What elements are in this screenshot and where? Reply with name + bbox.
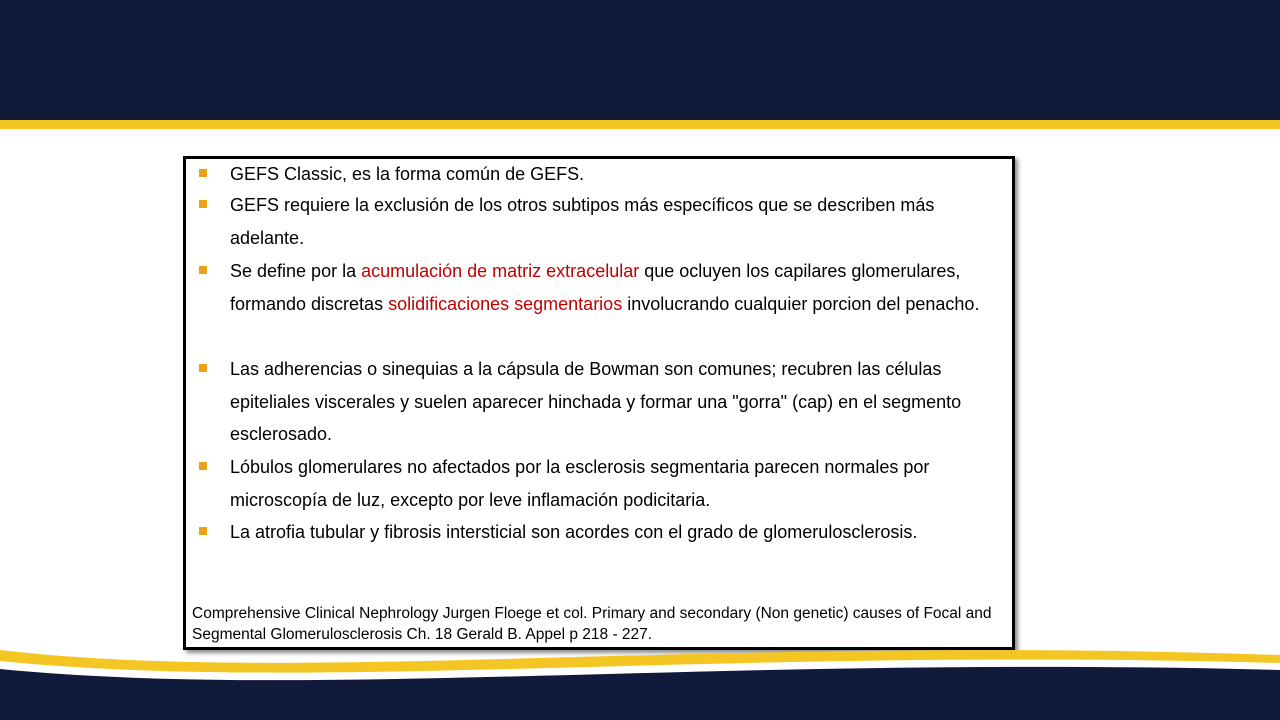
square-bullet-icon [199,527,207,535]
bullet-item [186,451,1012,516]
square-bullet-icon [199,364,207,372]
bullet-text-pre: Se define por la [230,261,362,281]
header-band [0,0,1280,120]
footer-wave [0,645,1280,720]
content-box [183,156,1015,650]
highlight-text: solidificaciones segmentarios [388,293,623,314]
bullet-text: La atrofia tubular y fibrosis intersticial son acordes con el grado de glomerulosclerosis. [230,522,918,542]
highlight-text: acumulación de matriz extracelular [361,261,640,281]
bullet-item [186,353,1012,451]
bullet-text: Lóbulos glomerulares no afectados por la esclerosis segmentaria parecen normales por microscopía de luz, excepto por leve inflamación podicitaria. [230,457,930,510]
bullet-text: GEFS Classic, es la forma común de GEFS. [230,164,585,184]
square-bullet-icon [199,200,207,208]
citation: Comprehensive Clinical Nephrology Jurgen Floege et col. Primary and secondary (Non genetic) causes of Focal and Segmental Glomerulosclerosis Ch. 18 Gerald B. Appel p 218 - 227. [192,605,992,643]
square-bullet-icon [199,169,207,177]
bullet-text-post: involucrando cualquier porcion del penacho. [622,293,980,314]
square-bullet-icon [199,266,207,274]
bullet-item [186,255,1012,320]
bullet-text: GEFS requiere la exclusión de los otros subtipos más específicos que se describen más adelante. [230,195,935,248]
bullet-item [186,189,1012,254]
square-bullet-icon [199,462,207,470]
bullet-item [186,516,921,549]
header-accent-stripe [0,120,1280,129]
bullet-text-mid: que ocluyen los capilares glomerulares, formando discretas [230,261,961,314]
bullet-text: Las adherencias o sinequias a la cápsula de Bowman son comunes; recubren las células epiteliales viscerales y suelen aparecer hinchada y formar una "gorra" (cap) en el segmento esclerosado. [230,359,962,444]
bullet-item [186,158,588,191]
